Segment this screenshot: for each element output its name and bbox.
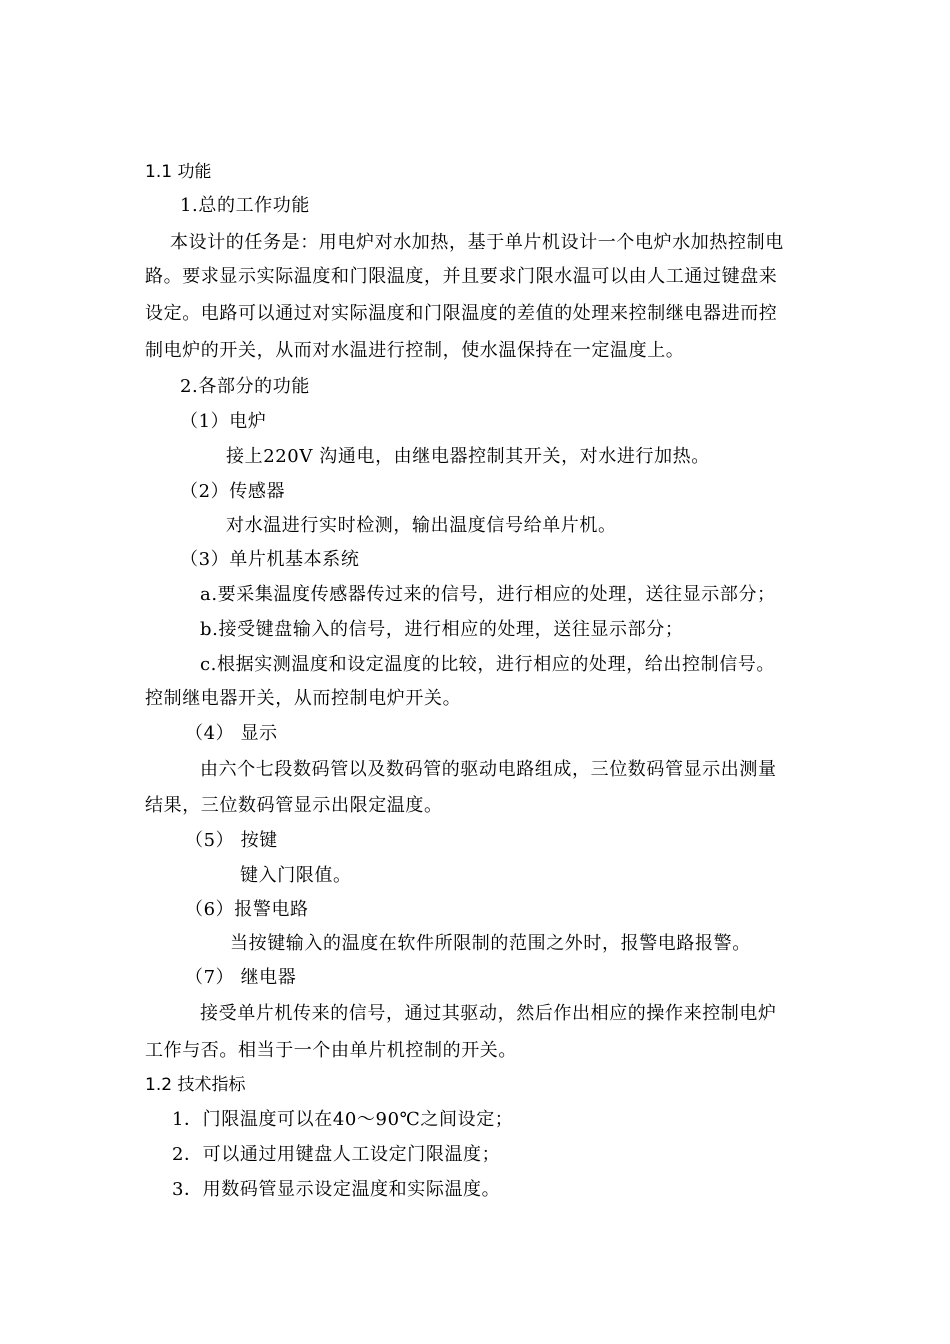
- item-desc: 键入门限值。: [240, 865, 352, 886]
- section-heading-1-1: 1.1 功能: [145, 162, 212, 182]
- item-desc: 当按键输入的温度在软件所限制的范围之外时，报警电路报警。: [230, 933, 751, 954]
- paragraph-line: 设定。电路可以通过对实际温度和门限温度的差值的处理来控制继电器进而控: [145, 303, 778, 324]
- item-label-mcu-system: （3）单片机基本系统: [180, 549, 360, 570]
- item-desc: 对水温进行实时检测，输出温度信号给单片机。: [226, 515, 617, 536]
- spec-item: 3．用数码管显示设定温度和实际温度。: [172, 1179, 501, 1200]
- spec-item: 2．可以通过用键盘人工设定门限温度；: [172, 1144, 501, 1165]
- item-label-furnace: （1）电炉: [180, 411, 267, 432]
- subsection-title-part-functions: 2.各部分的功能: [180, 376, 310, 397]
- paragraph-line: 制电炉的开关，从而对水温进行控制，使水温保持在一定温度上。: [145, 340, 685, 361]
- item-label-sensor: （2）传感器: [180, 481, 286, 502]
- item-label-display: （4） 显示: [185, 723, 278, 744]
- item-label-relay: （7） 继电器: [185, 967, 297, 988]
- section-heading-1-2: 1.2 技术指标: [145, 1075, 246, 1095]
- item-desc: 由六个七段数码管以及数码管的驱动电路组成，三位数码管显示出测量: [200, 759, 777, 780]
- spec-item: 1．门限温度可以在40～90℃之间设定；: [172, 1109, 514, 1130]
- item-label-keys: （5） 按键: [185, 830, 278, 851]
- item-label-alarm: （6）报警电路: [185, 899, 309, 920]
- item-desc: 接上220V 沟通电，由继电器控制其开关，对水进行加热。: [226, 446, 710, 467]
- item-desc: c.根据实测温度和设定温度的比较，进行相应的处理，给出控制信号。: [200, 654, 775, 675]
- item-desc: 工作与否。相当于一个由单片机控制的开关。: [145, 1040, 517, 1061]
- item-desc: a.要采集温度传感器传过来的信号，进行相应的处理，送往显示部分；: [200, 584, 776, 605]
- item-desc: 控制继电器开关，从而控制电炉开关。: [145, 688, 462, 709]
- paragraph-line: 本设计的任务是：用电炉对水加热，基于单片机设计一个电炉水加热控制电: [170, 232, 784, 253]
- paragraph-line: 路。要求显示实际温度和门限温度，并且要求门限水温可以由人工通过键盘来: [145, 266, 778, 287]
- item-desc: 结果，三位数码管显示出限定温度。: [145, 795, 443, 816]
- item-desc: 接受单片机传来的信号，通过其驱动，然后作出相应的操作来控制电炉: [200, 1003, 777, 1024]
- subsection-title-overall-function: 1.总的工作功能: [180, 195, 310, 216]
- item-desc: b.接受键盘输入的信号，进行相应的处理，送往显示部分；: [200, 619, 684, 640]
